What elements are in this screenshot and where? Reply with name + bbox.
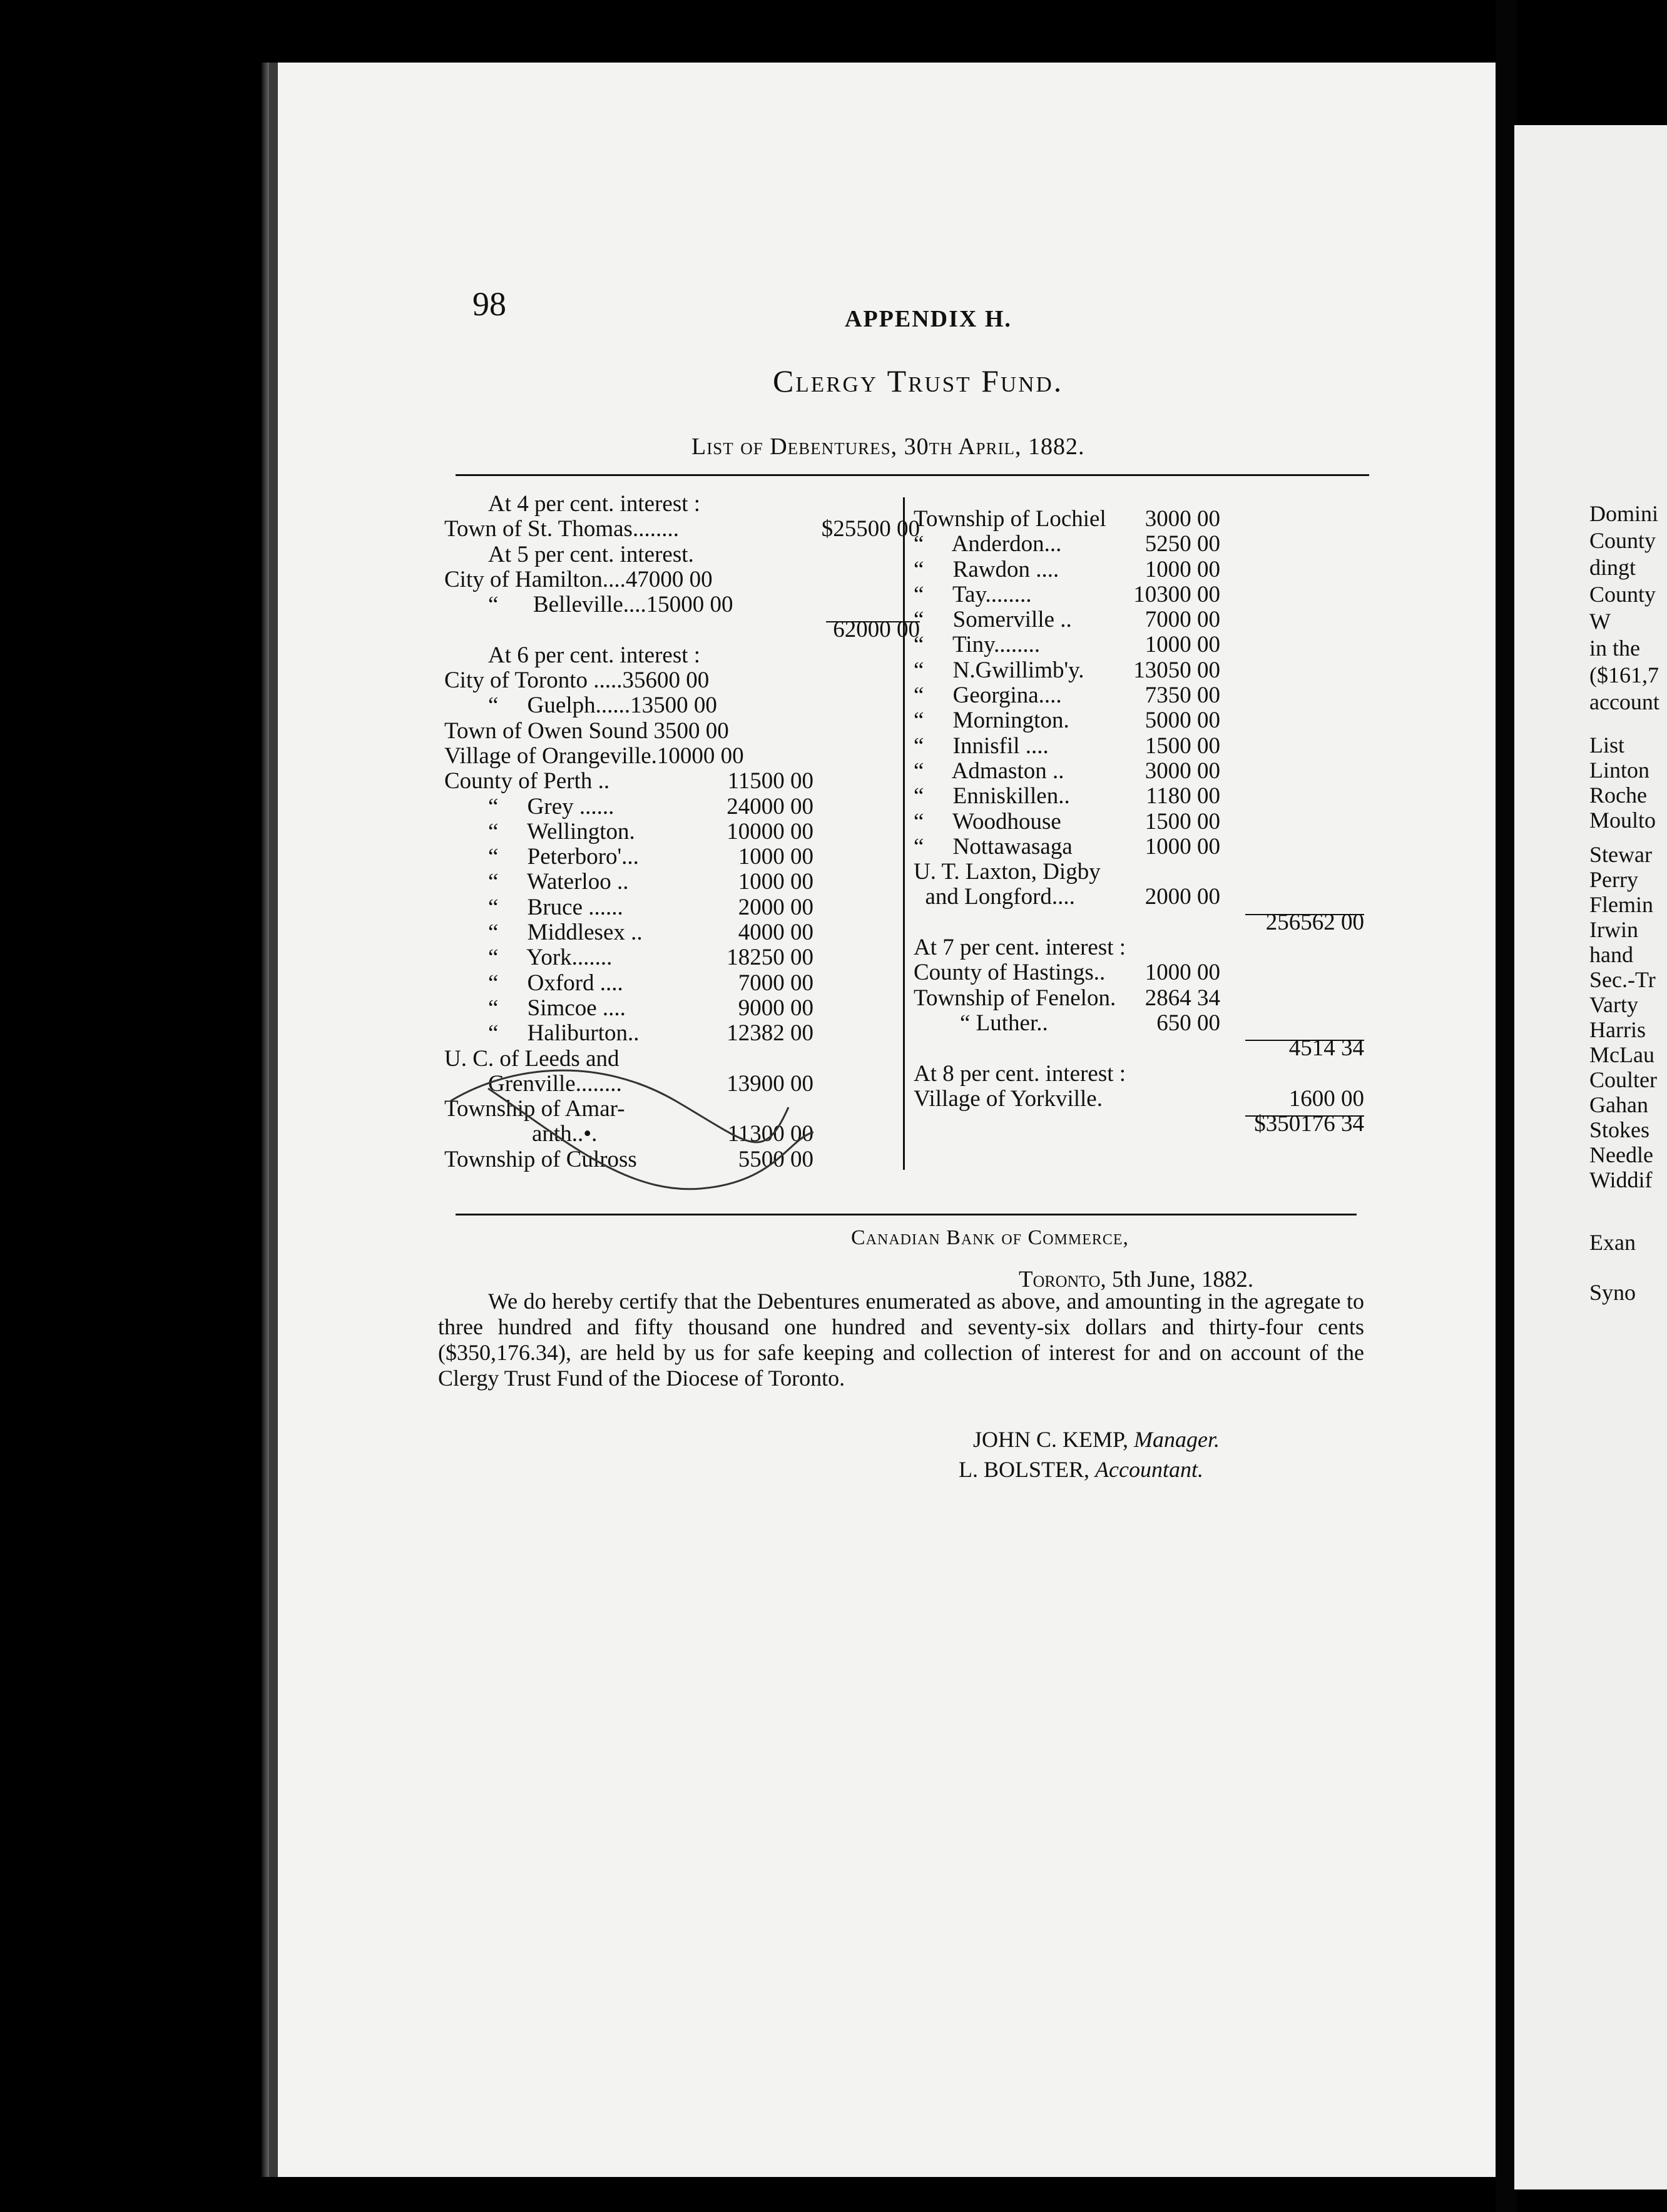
- debenture-amount: 1000 00: [1144, 556, 1220, 582]
- adjacent-page-fragment: Flemin: [1589, 892, 1654, 917]
- debenture-amount: 2000 00: [1144, 884, 1220, 910]
- debenture-label: “ Guelph......13500 00: [488, 693, 717, 719]
- signature-accountant: [959, 1456, 1203, 1483]
- debenture-row: [444, 996, 920, 1021]
- subtotal-amount: $25500 00: [821, 516, 920, 542]
- debenture-row: [444, 870, 920, 895]
- debenture-amount: 18250 00: [726, 945, 813, 971]
- debenture-amount: 24000 00: [726, 793, 813, 819]
- debenture-label: “ Georgina....: [914, 682, 1062, 709]
- debenture-label: Township of Lochiel: [914, 506, 1106, 532]
- adjacent-page-fragment: ($161,7: [1589, 662, 1659, 687]
- debenture-row: [914, 658, 1377, 683]
- debenture-row: [914, 632, 1377, 657]
- right-debenture-column: [914, 507, 1377, 1201]
- signature-manager: [973, 1426, 1220, 1453]
- debenture-amount: 1000 00: [1144, 960, 1220, 986]
- debenture-amount: 13050 00: [1133, 657, 1220, 683]
- debenture-label: anth..•.: [532, 1121, 598, 1147]
- debenture-amount: 3000 00: [1144, 758, 1220, 784]
- debenture-row: [914, 734, 1377, 759]
- debenture-row: [914, 885, 1377, 910]
- debenture-amount: 11300 00: [727, 1121, 813, 1147]
- debenture-label: “ Innisfil ....: [914, 733, 1049, 759]
- debenture-label: “ Somerville ..: [914, 607, 1072, 633]
- debenture-label: “ Admaston ..: [914, 758, 1064, 784]
- page-number: 98: [472, 285, 506, 323]
- debenture-row: [914, 1112, 1377, 1137]
- adjacent-page-fragment: Linton: [1589, 758, 1649, 783]
- debenture-label: “ Nottawasaga: [914, 833, 1073, 860]
- debenture-label: City of Hamilton....47000 00: [444, 566, 713, 592]
- debenture-row: [914, 1036, 1377, 1061]
- debenture-label: At 5 per cent. interest.: [488, 541, 694, 567]
- appendix-heading: APPENDIX H.: [845, 306, 1012, 332]
- debenture-amount: 1000 00: [738, 869, 813, 895]
- subtotal-amount: 1600 00: [1288, 1085, 1364, 1112]
- table-top-rule: [456, 474, 1369, 476]
- debenture-amount: 1180 00: [1146, 783, 1220, 809]
- debenture-amount: 5000 00: [1144, 708, 1220, 734]
- debenture-label: “ Haliburton..: [488, 1020, 640, 1047]
- debenture-label: County of Hastings..: [914, 960, 1106, 986]
- debenture-label: U. C. of Leeds and: [444, 1045, 619, 1072]
- debenture-row: [914, 683, 1377, 708]
- adjacent-page-fragment: County: [1589, 582, 1656, 607]
- adjacent-page-fragment: Exan: [1589, 1230, 1636, 1255]
- signature-role: Accountant.: [1095, 1457, 1203, 1482]
- debenture-row: [444, 668, 920, 693]
- debenture-row: [444, 1021, 920, 1046]
- adjacent-page-fragment: Sec.-Tr: [1589, 967, 1656, 992]
- subtotal-amount: 256562 00: [1265, 909, 1364, 935]
- debenture-row: [914, 986, 1377, 1011]
- debenture-amount: 10000 00: [726, 818, 813, 845]
- debenture-amount: 1500 00: [1144, 808, 1220, 835]
- debenture-row: [914, 759, 1377, 784]
- adjacent-page-fragment: Stokes: [1589, 1117, 1650, 1142]
- page-subtitle: List of Debentures, 30th April, 1882.: [691, 434, 1085, 460]
- adjacent-page-fragment: Moulto: [1589, 808, 1656, 833]
- debenture-row: [914, 557, 1377, 582]
- debenture-row: [444, 567, 920, 592]
- debenture-label: “ Wellington.: [488, 818, 635, 845]
- signature-name: JOHN C. KEMP,: [973, 1427, 1129, 1452]
- debenture-row: [444, 794, 920, 819]
- debenture-label: “ Mornington.: [914, 708, 1069, 734]
- adjacent-page-fragment: Roche: [1589, 783, 1647, 808]
- debenture-row: [914, 607, 1377, 632]
- debenture-row: [444, 845, 920, 870]
- debenture-row: [914, 910, 1377, 935]
- debenture-row: [444, 592, 920, 617]
- signature-role: Manager.: [1134, 1427, 1220, 1452]
- debenture-label: City of Toronto .....35600 00: [444, 667, 710, 694]
- debenture-amount: 1000 00: [738, 844, 813, 870]
- debenture-amount: 650 00: [1156, 1010, 1220, 1036]
- adjacent-page-fragment: Coulter: [1589, 1067, 1657, 1092]
- debenture-amount: 7000 00: [1144, 607, 1220, 633]
- debenture-label: Township of Culross: [444, 1146, 637, 1172]
- debenture-label: “ Tay........: [914, 581, 1032, 607]
- debenture-amount: 7000 00: [738, 970, 813, 996]
- debenture-amount: 1500 00: [1144, 733, 1220, 759]
- debenture-label: “ Woodhouse: [914, 808, 1061, 835]
- debenture-row: [444, 617, 920, 642]
- debenture-label: At 4 per cent. interest :: [488, 491, 701, 517]
- place: Toronto,: [1019, 1267, 1106, 1292]
- debenture-label: “ N.Gwillimb'y.: [914, 657, 1084, 683]
- subtotal-amount: 62000 00: [833, 617, 920, 643]
- debenture-label: County of Perth ..: [444, 768, 610, 794]
- debenture-amount: 5500 00: [738, 1146, 813, 1172]
- pen-scribble: [438, 1063, 813, 1214]
- debenture-label: “ Peterboro'...: [488, 844, 639, 870]
- debenture-label: “ Simcoe ....: [488, 995, 626, 1021]
- debenture-label: Village of Orangeville.10000 00: [444, 743, 744, 769]
- table-bottom-rule: [456, 1214, 1357, 1215]
- certificate-text: We do hereby certify that the Debentures enumerated as above, and amounting in the agregate to three hundred and fifty thousand one hundred and seventy-six dollars and thirty-four cents ($350,176.34), are held by us for safe keeping and collection of interest for and on account of the Clergy Trust Fund of the Diocese of Toronto.: [438, 1289, 1364, 1391]
- debenture-row: [444, 719, 920, 744]
- adjacent-page-fragment: hand: [1589, 942, 1633, 967]
- debenture-amount: 10300 00: [1133, 581, 1220, 607]
- adjacent-page-fragment: in the: [1589, 636, 1640, 661]
- debenture-label: Town of St. Thomas........: [444, 516, 679, 542]
- adjacent-page-fragment: Needle: [1589, 1142, 1653, 1167]
- adjacent-page-fragment: Syno: [1589, 1280, 1636, 1305]
- subtotal-amount: 4514 34: [1288, 1035, 1364, 1062]
- debenture-label: “ Waterloo ..: [488, 869, 629, 895]
- debenture-label: “ Luther..: [914, 1010, 1048, 1036]
- debenture-label: Township of Amar-: [444, 1096, 625, 1122]
- debenture-row: [444, 542, 920, 567]
- page-title: Clergy Trust Fund.: [773, 363, 1064, 398]
- adjacent-page-fragment: Irwin: [1589, 917, 1638, 942]
- debenture-label: “ Anderdon...: [914, 531, 1062, 557]
- debenture-label: Village of Yorkville.: [914, 1085, 1103, 1112]
- debenture-label: and Longford....: [914, 884, 1075, 910]
- debenture-row: [914, 507, 1377, 532]
- debenture-label: “ Grey ......: [488, 793, 614, 819]
- debenture-amount: 5250 00: [1144, 531, 1220, 557]
- page-gutter: [1496, 0, 1517, 2212]
- debenture-amount: 4000 00: [738, 920, 813, 946]
- debenture-row: [914, 1087, 1377, 1112]
- debenture-amount: 12382 00: [726, 1020, 813, 1047]
- bank-name: Canadian Bank of Commerce,: [851, 1226, 1129, 1249]
- debenture-label: At 8 per cent. interest :: [914, 1060, 1126, 1087]
- adjacent-page-fragment: W: [1589, 609, 1611, 634]
- adjacent-page-fragment: Perry: [1589, 867, 1638, 892]
- debenture-amount: 1000 00: [1144, 632, 1220, 658]
- adjacent-page-fragment: Stewar: [1589, 842, 1652, 867]
- debenture-amount: 2864 34: [1144, 985, 1220, 1011]
- debenture-row: [444, 819, 920, 845]
- debenture-label: Township of Fenelon.: [914, 985, 1116, 1011]
- debenture-row: [444, 920, 920, 945]
- adjacent-page-fragment: Widdif: [1589, 1167, 1653, 1192]
- adjacent-page-fragment: Gahan: [1589, 1092, 1648, 1117]
- debenture-row: [914, 1011, 1377, 1036]
- debenture-label: U. T. Laxton, Digby: [914, 859, 1101, 885]
- debenture-label: Town of Owen Sound 3500 00: [444, 718, 729, 744]
- date: 5th June, 1882.: [1111, 1267, 1254, 1292]
- debenture-row: [914, 809, 1377, 835]
- adjacent-page-fragment: account: [1589, 689, 1659, 714]
- debenture-label: “ Belleville....15000 00: [488, 592, 733, 618]
- debenture-amount: 3000 00: [1144, 506, 1220, 532]
- debenture-row: [914, 935, 1377, 960]
- debenture-row: [914, 784, 1377, 809]
- debenture-row: [914, 532, 1377, 557]
- debenture-row: [914, 960, 1377, 985]
- debenture-row: [444, 769, 920, 794]
- debenture-row: [444, 971, 920, 996]
- debenture-label: “ York.......: [488, 945, 613, 971]
- debenture-amount: 2000 00: [738, 894, 813, 920]
- debenture-label: “ Tiny........: [914, 632, 1041, 658]
- debenture-amount: 1000 00: [1144, 833, 1220, 860]
- debenture-label: Grenville........: [488, 1070, 622, 1097]
- debenture-row: [914, 708, 1377, 733]
- adjacent-page-fragment: List: [1589, 733, 1625, 758]
- debenture-row: [444, 492, 920, 517]
- signature-name: L. BOLSTER,: [959, 1457, 1090, 1482]
- debenture-label: “ Rawdon ....: [914, 556, 1059, 582]
- debenture-label: “ Bruce ......: [488, 894, 623, 920]
- debenture-label: At 7 per cent. interest :: [914, 935, 1126, 961]
- debenture-label: At 6 per cent. interest :: [488, 642, 701, 668]
- subtotal-amount: $350176 34: [1254, 1111, 1364, 1137]
- adjacent-page-fragment: dingt: [1589, 555, 1636, 580]
- adjacent-page-fragment: Harris: [1589, 1017, 1646, 1042]
- debenture-amount: 9000 00: [738, 995, 813, 1021]
- debenture-amount: 11500 00: [727, 768, 813, 794]
- debenture-row: [444, 744, 920, 769]
- adjacent-page-fragment: Varty: [1589, 992, 1638, 1017]
- adjacent-page-fragment: Domini: [1589, 501, 1659, 526]
- debenture-amount: 13900 00: [726, 1070, 813, 1097]
- debenture-row: [914, 1062, 1377, 1087]
- debenture-row: [444, 945, 920, 970]
- adjacent-page-fragment: McLau: [1589, 1042, 1654, 1067]
- debenture-row: [444, 693, 920, 718]
- debenture-row: [444, 643, 920, 668]
- debenture-label: “ Enniskillen..: [914, 783, 1070, 809]
- debenture-row: [444, 895, 920, 920]
- debenture-row: [444, 517, 920, 542]
- debenture-row: [914, 835, 1377, 860]
- debenture-amount: 7350 00: [1144, 682, 1220, 709]
- debenture-label: “ Middlesex ..: [488, 920, 643, 946]
- adjacent-page-fragment: County: [1589, 528, 1656, 553]
- debenture-row: [914, 860, 1377, 885]
- debenture-label: “ Oxford ....: [488, 970, 623, 996]
- debenture-row: [914, 582, 1377, 607]
